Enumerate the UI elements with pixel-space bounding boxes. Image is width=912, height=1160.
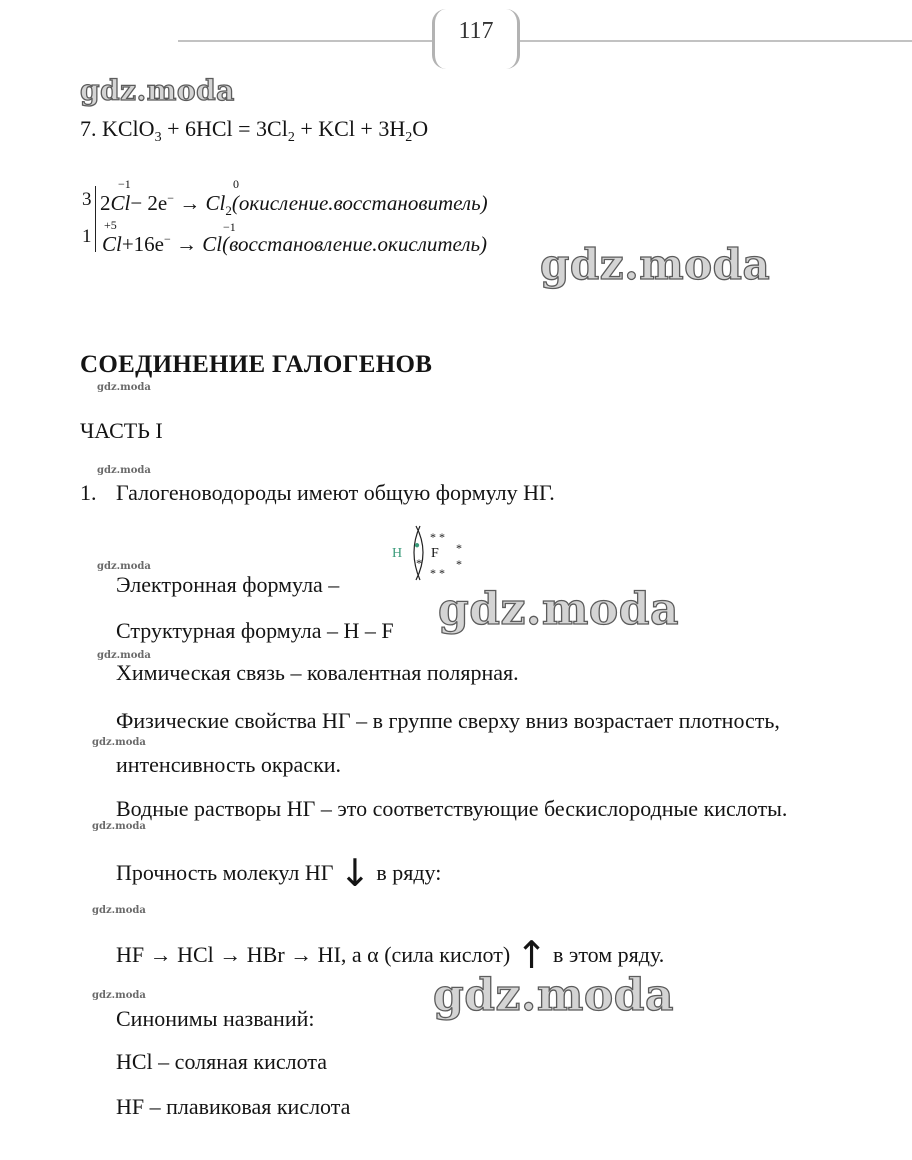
line-electronic-formula: Электронная формула – [116,572,340,597]
line-hcl: HCl – соляная кислота [116,1049,327,1074]
lewis-fluorine: F [431,546,439,561]
up-arrow-icon: ↑ [515,933,548,977]
ox-state-2: 0 [233,177,239,191]
watermark-small-3: gdz.moda [97,561,151,572]
line-chemical-bond: Химическая связь – ковалентная полярная. [116,660,519,685]
ox-state-4: −1 [223,220,236,234]
balance-divider [95,186,96,252]
part-label: ЧАСТЬ I [80,418,163,443]
balance-row-2: Cl+16e− → Cl(восстановление.окислитель) [102,232,488,256]
watermark-small-7: gdz.moda [92,905,146,916]
watermark-top: gdz.moda [80,74,235,107]
watermark-small-1: gdz.moda [97,382,151,393]
balance-coef-1: 3 [82,189,92,210]
line-structural-formula: Структурная формула – H – F [116,618,394,643]
watermark-middle: gdz.moda [438,584,680,635]
line-synonyms: Синонимы названий: [116,1006,315,1031]
item-1-number: 1. [80,480,97,505]
line-series: HF → HCl → HBr → HI, а α (сила кислот) ↑ в этом ряду. [116,933,665,977]
item-1-text: Галогеноводороды имеют общую формулу НГ. [116,480,555,505]
line-aqueous: Водные растворы НГ – это соответствующие бескислородные кислоты. [116,796,788,821]
ox-state-1: −1 [118,177,131,191]
line-physical-1: Физические свойства НГ – в группе сверху вниз возрастает плотность, [116,708,780,733]
watermark-small-8: gdz.moda [92,990,146,1001]
section-title: СОЕДИНЕНИЕ ГАЛОГЕНОВ [80,351,433,378]
watermark-small-6: gdz.moda [92,821,146,832]
line-strength: Прочность молекул НГ ↓ в ряду: [116,851,442,895]
watermark-small-2: gdz.moda [97,465,151,476]
watermark-bottom: gdz.moda [433,970,675,1021]
lewis-hydrogen: H [392,546,403,561]
lewis-dot-left: * [416,556,422,570]
lewis-dots-top: * * [430,530,445,544]
balance-row-1: $2Cl- 2e^- \to Cl_2(окисление.восстановитель)$ [100,191,488,219]
lewis-dots-right: * * [456,541,462,571]
line-physical-2: интенсивность окраски. [116,752,342,777]
page-number: 117 [458,18,494,44]
watermark-small-5: gdz.moda [92,737,146,748]
lewis-dot-bond: ● [414,540,421,551]
lewis-structure [390,524,470,584]
header-rule-right [520,40,912,42]
task7-equation: 7. KClO$_3$ + $6HCl = 3Cl_2$ + KCl + $3H_2O$ [80,116,429,145]
lewis-dots-bottom: * * [430,566,445,580]
watermark-small-4: gdz.moda [97,650,151,661]
watermark-balance: gdz.moda [540,240,771,289]
down-arrow-icon: ↓ [339,851,371,895]
line-hf: HF – плавиковая кислота [116,1094,351,1119]
balance-coef-2: 1 [82,226,92,247]
header-rule-left [178,40,432,42]
ox-state-3: +5 [104,218,117,232]
